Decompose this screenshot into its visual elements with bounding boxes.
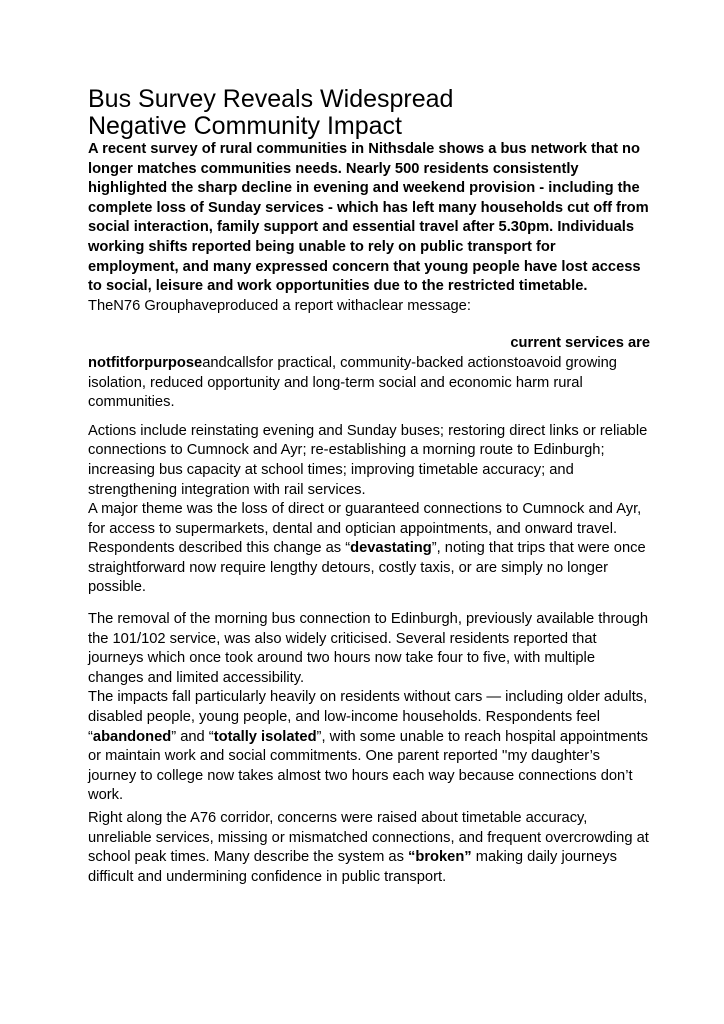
paragraph: [88, 809, 650, 887]
text-run: making daily journeys difficult and undermining confidence in public transport.: [88, 849, 617, 885]
bold-text-run: notfitforpurpose: [88, 354, 203, 371]
text-run: ” and “: [171, 728, 214, 745]
paragraph: [88, 354, 650, 413]
text-run: Right along the A76 corridor, concerns were raised about timetable accuracy, unreliable services, missing or mismatched connections, and frequent overcrowding at school peak times. Many describe the system as: [88, 810, 649, 866]
bold-text-run: “broken”: [408, 849, 472, 866]
bold-text-run: abandoned: [92, 728, 172, 745]
text-run: A major theme was the loss of direct or guaranteed connections to Cumnock and Ayr, for access to supermarkets, dental and optician appointments, and onward travel. Respondents described this change as “: [88, 501, 642, 557]
paragraph: [88, 422, 650, 500]
bold-text-run: totally isolated: [213, 728, 317, 745]
paragraph: [88, 140, 650, 297]
paragraph: [88, 297, 650, 317]
paragraph: [88, 610, 650, 688]
text-run: Actions include reinstating evening and Sunday buses; restoring direct links or reliable connections to Cumnock and Ayr; re-establishing a morning route to Edinburgh; increasing bus capacity at school times; improving timetable accuracy; and strengthening integration with rail services.: [88, 422, 648, 498]
text-run: TheN76 Grouphaveproduced a report withaclear message:: [88, 297, 471, 314]
text-run: The removal of the morning bus connection to Edinburgh, previously available through the 101/102 service, was also widely criticised. Several residents reported that journeys which once took around two hours now take four to five, with multiple changes and limited accessibility.: [88, 611, 649, 686]
paragraph: [88, 500, 650, 598]
bold-text-run: current services are: [510, 335, 650, 352]
document-title: [88, 86, 650, 140]
document-body: [88, 140, 650, 887]
bold-text-run: A recent survey of rural communities in Nithsdale shows a bus network that no longer matches communities needs. Nearly 500 residents consistently highlighted the sharp decline in evening and weekend provision - including the complete loss of Sunday services - which has left many households cut off from social interaction, family support and essential travel after 5.30pm. Individuals working shifts reported being unable to rely on public transport for employment, and many expressed concern that young people have lost access to social, leisure and work opportunities due to the restricted timetable.: [88, 141, 649, 295]
text-run: ”, with some unable to reach hospital appointments or maintain work and social commitments. One parent reported ''my daughter’s journey to college now takes almost two hours each way because connections don’t work.: [88, 728, 649, 804]
text-run: The impacts fall particularly heavily on residents without cars — including older adults, disabled people, young people, and low-income households. Respondents feel “: [88, 689, 648, 745]
bold-text-run: devastating: [350, 540, 432, 557]
title-line-1: Bus Survey Reveals Widespread: [88, 85, 454, 113]
text-run: ”, noting that trips that were once straightforward now require lengthy detours, costly taxis, or are simply no longer possible.: [88, 540, 646, 596]
text-run: andcallsfor practical, community-backed actionstoavoid growing isolation, reduced opportunity and long-term social and economic harm rural communities.: [88, 354, 617, 411]
title-line-2: Negative Community Impact: [88, 112, 403, 140]
paragraph: [88, 334, 650, 354]
paragraph: [88, 688, 650, 806]
